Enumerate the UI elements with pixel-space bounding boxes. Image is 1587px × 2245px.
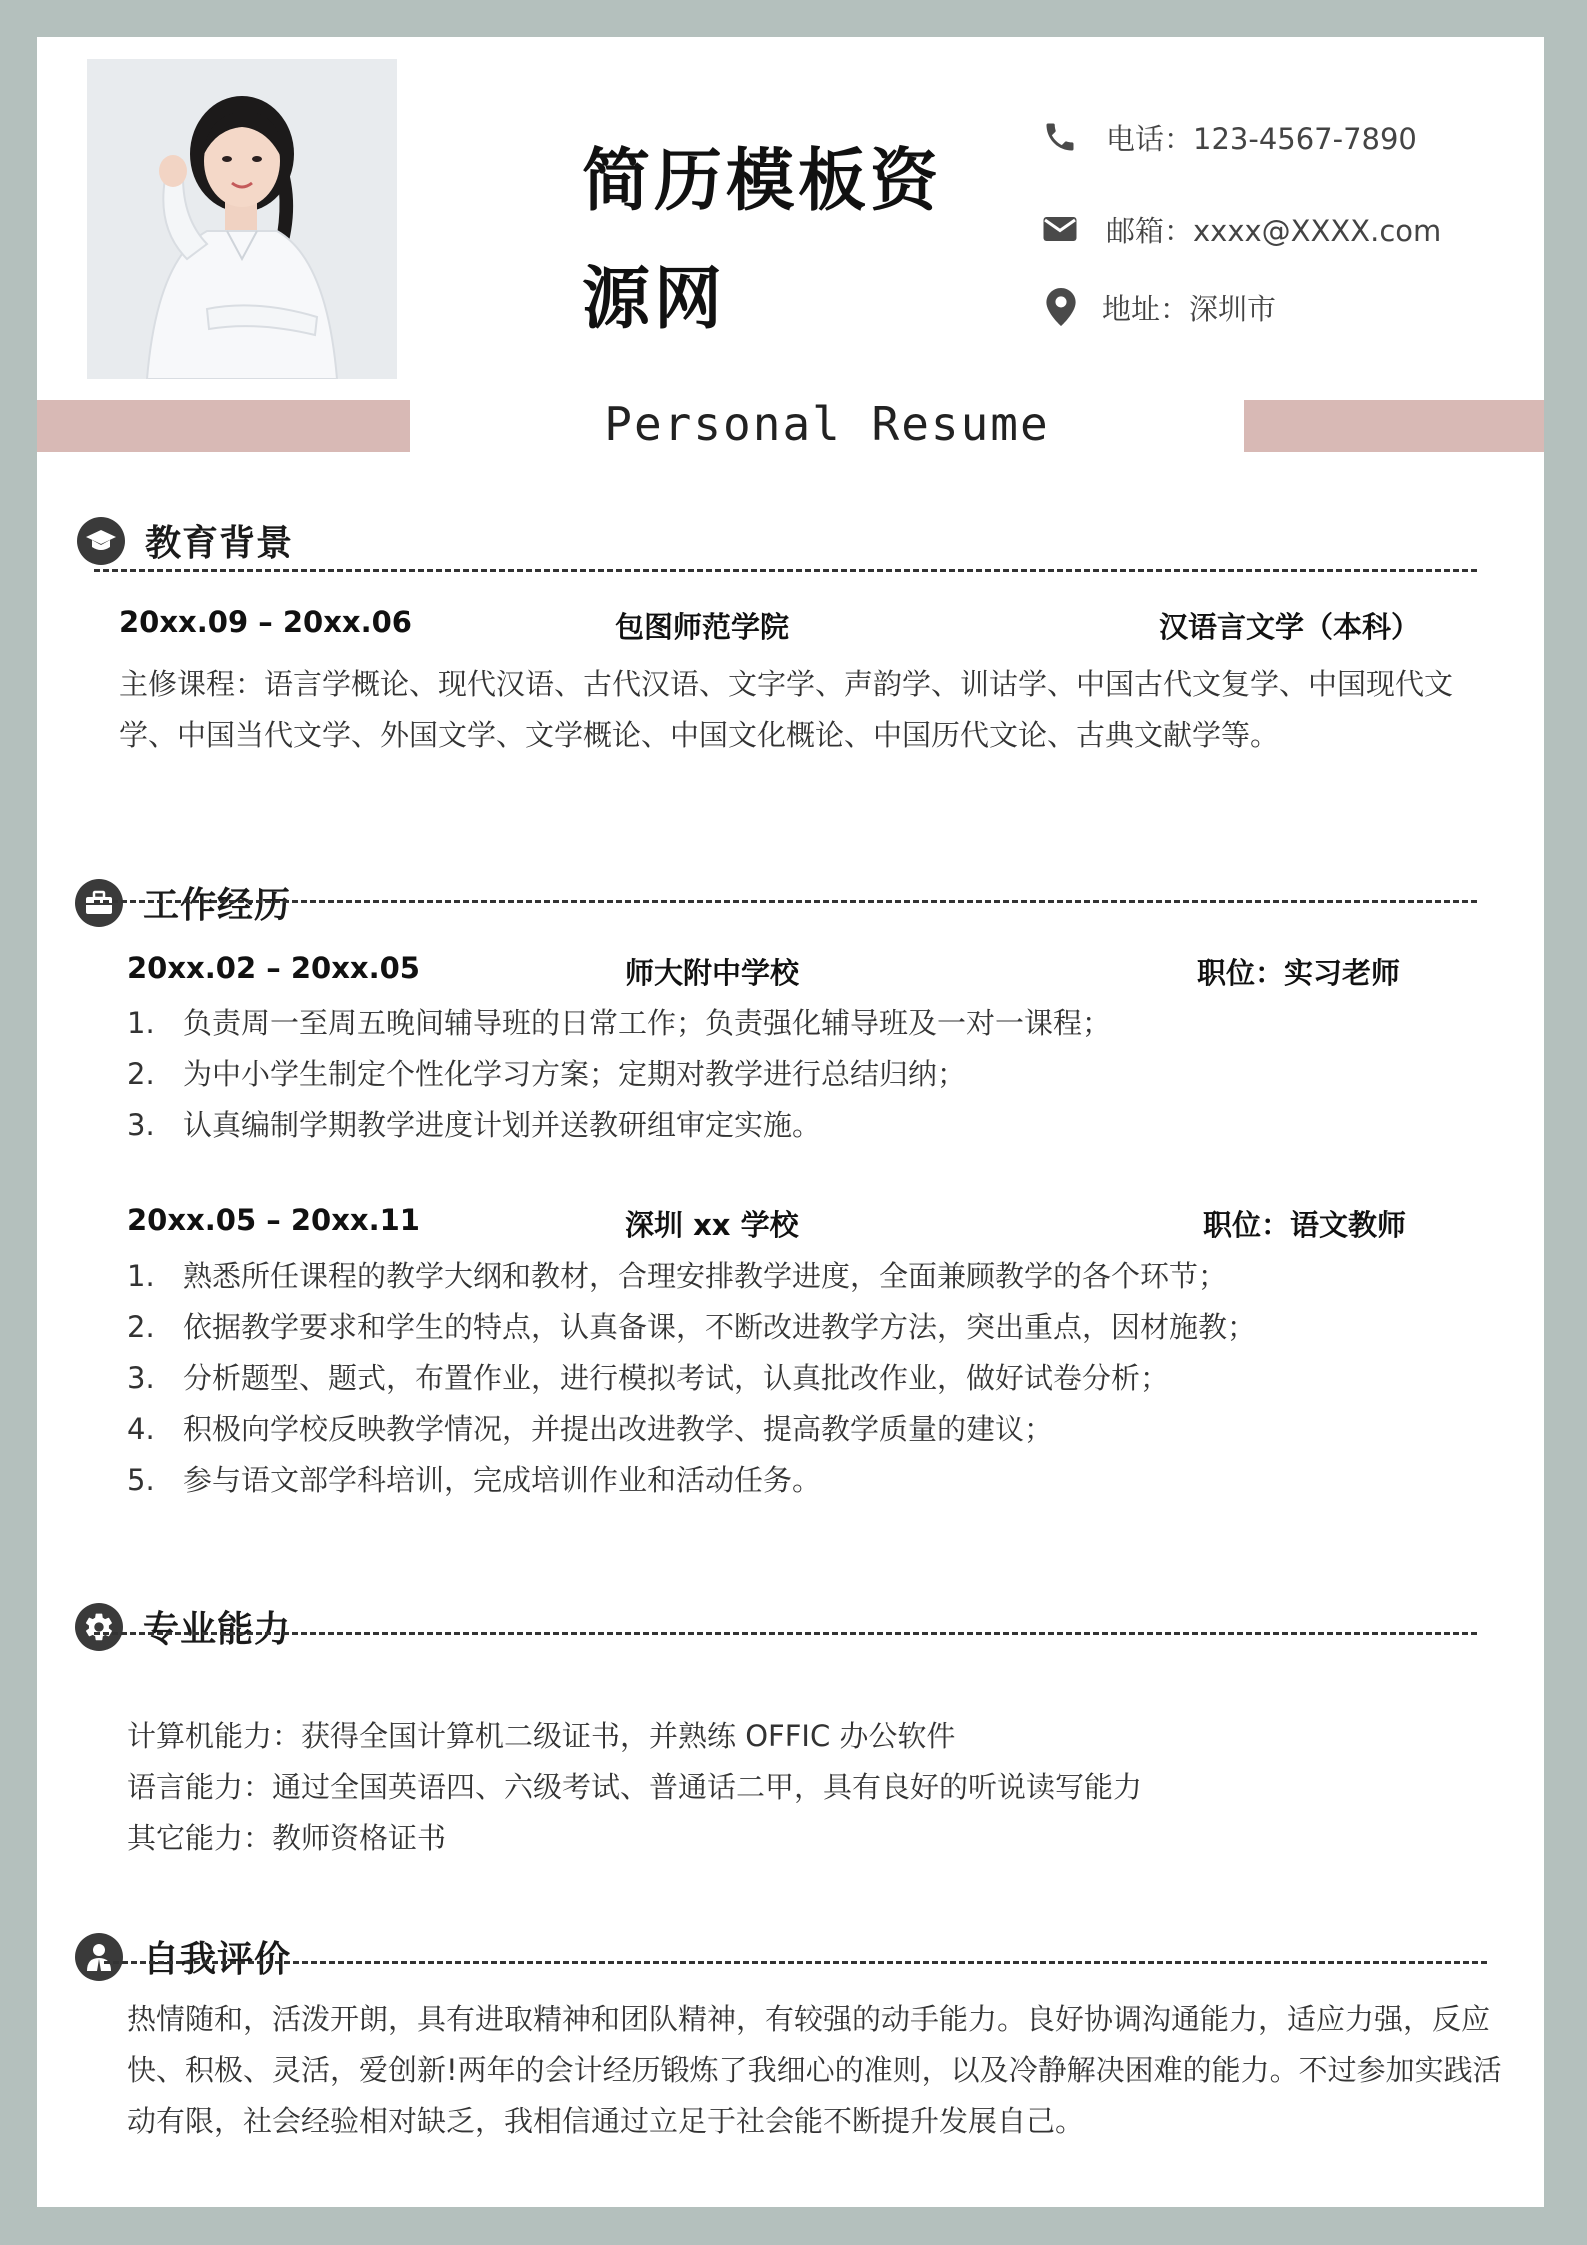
resume-sheet xyxy=(37,37,1544,2207)
contact-email xyxy=(1042,199,1441,259)
section-self-heading xyxy=(75,1931,291,1982)
contact-address xyxy=(1042,277,1276,337)
job2-duty: 5. 参与语文部学科培训，完成培训作业和活动任务。 xyxy=(127,1463,822,1497)
job2-duty: 1. 熟悉所任课程的教学大纲和教材，合理安排教学进度，全面兼顾教学的各个环节； xyxy=(127,1259,1228,1293)
phone-text: 电话：123-4567-7890 xyxy=(1106,121,1417,156)
work-divider xyxy=(94,900,1477,903)
education-divider xyxy=(94,569,1477,572)
job2-duty: 2. 依据教学要求和学生的特点，认真备课，不断改进教学方法，突出重点，因材施教； xyxy=(127,1310,1257,1344)
gear-icon xyxy=(75,1603,123,1651)
email-text: 邮箱：xxxx@XXXX.com xyxy=(1106,213,1442,248)
skills-title: 专业能力 xyxy=(143,1609,292,1650)
job2-duty: 4. 积极向学校反映教学情况，并提出改进教学、提高教学质量的建议； xyxy=(127,1412,1054,1446)
person-icon xyxy=(75,1933,123,1981)
skills-divider xyxy=(94,1632,1477,1635)
location-icon xyxy=(1042,283,1102,331)
mail-icon xyxy=(1042,205,1102,253)
person-photo-illustration xyxy=(87,59,397,379)
job1-period: 20xx.02 – 20xx.05 xyxy=(127,951,420,985)
education-title: 教育背景 xyxy=(145,523,294,564)
skill-item: 其它能力：教师资格证书 xyxy=(127,1821,447,1855)
job1-position: 职位：实习老师 xyxy=(1197,956,1401,990)
job2-org: 深圳 xx 学校 xyxy=(625,1208,799,1242)
job1-org: 师大附中学校 xyxy=(625,956,800,990)
education-major: 汉语言文学（本科） xyxy=(1159,610,1421,644)
decor-band-right xyxy=(1244,400,1544,452)
graduation-cap-icon xyxy=(77,517,125,565)
education-period: 20xx.09 – 20xx.06 xyxy=(119,605,412,639)
job1-duty: 3. 认真编制学期教学进度计划并送教研组审定实施。 xyxy=(127,1108,822,1142)
work-title: 工作经历 xyxy=(143,885,292,926)
resume-title xyxy=(582,123,1022,359)
self-title: 自我评价 xyxy=(143,1939,292,1980)
title-line-2: 源网 xyxy=(582,260,727,339)
self-divider xyxy=(104,1961,1487,1964)
decor-band-left xyxy=(37,400,410,452)
job1-duty: 2. 为中小学生制定个性化学习方案；定期对教学进行总结归纳； xyxy=(127,1057,967,1091)
profile-photo xyxy=(87,59,397,379)
job1-duty: 1. 负责周一至周五晚间辅导班的日常工作；负责强化辅导班及一对一课程； xyxy=(127,1006,1112,1040)
job2-duty: 3. 分析题型、题式，布置作业，进行模拟考试，认真批改作业，做好试卷分析； xyxy=(127,1361,1170,1395)
section-education-heading xyxy=(77,515,293,566)
phone-icon xyxy=(1042,113,1102,161)
contact-phone xyxy=(1042,107,1417,167)
education-courses: 主修课程：语言学概论、现代汉语、古代汉语、文字学、声韵学、训诂学、中国古代文复学、中国现代文学、中国当代文学、外国文学、文学概论、中国文化概论、中国历代文论、古典文献学等。 xyxy=(119,667,1454,752)
resume-subtitle: Personal Resume xyxy=(604,397,1050,451)
skill-item: 语言能力：通过全国英语四、六级考试、普通话二甲，具有良好的听说读写能力 xyxy=(127,1770,1143,1804)
self-evaluation-text: 热情随和，活泼开朗，具有进取精神和团队精神，有较强的动手能力。良好协调沟通能力，适应力强，反应快、积极、灵活，爱创新!两年的会计经历锻炼了我细心的准则，以及冷静解决困难的能力。不过参加实践活动有限，社会经验相对缺乏，我相信通过立足于社会能不断提升发展自己。 xyxy=(127,2002,1502,2138)
education-school: 包图师范学院 xyxy=(615,610,790,644)
job2-position: 职位：语文教师 xyxy=(1203,1208,1407,1242)
skill-item: 计算机能力：获得全国计算机二级证书，并熟练 OFFIC 办公软件 xyxy=(127,1719,956,1753)
title-line-1: 简历模板资 xyxy=(582,142,943,221)
address-text: 地址：深圳市 xyxy=(1102,291,1277,326)
section-skills-heading xyxy=(75,1601,291,1652)
job2-period: 20xx.05 – 20xx.11 xyxy=(127,1203,420,1237)
